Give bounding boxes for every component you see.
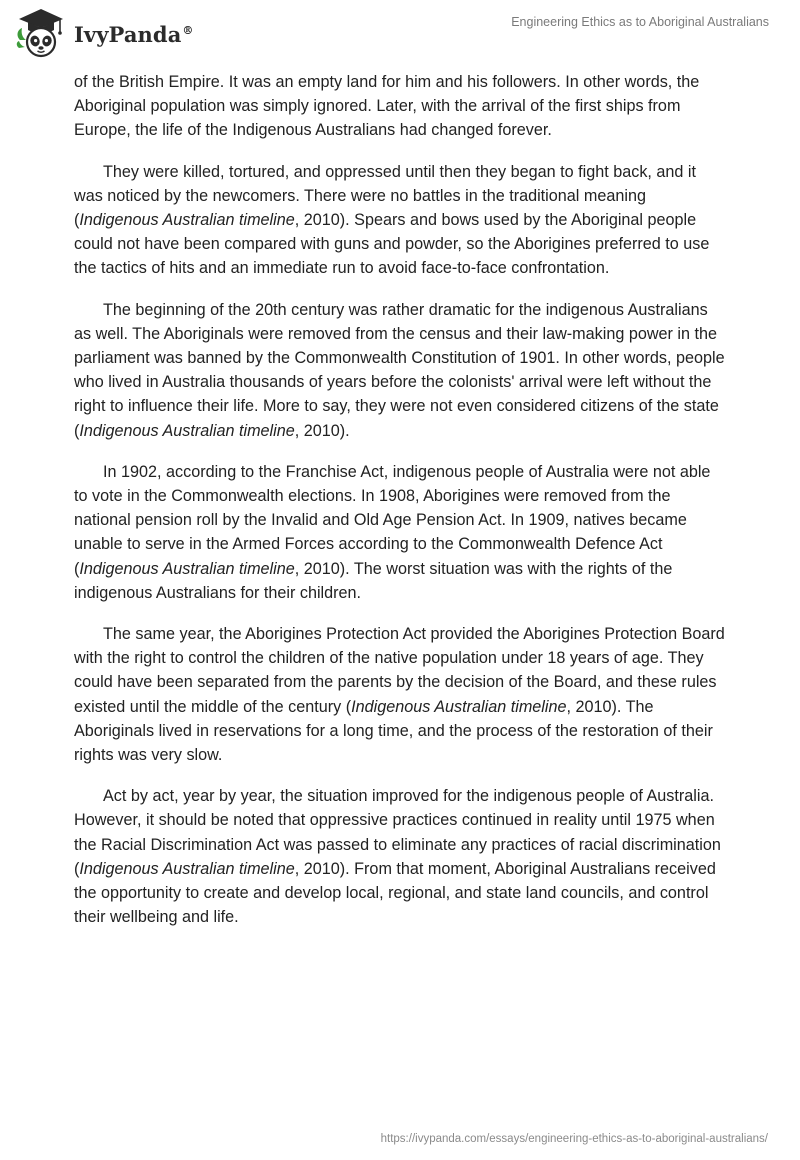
- paragraph-text: , 2010). Spears and bows used by the Aboriginal people could not have been compared with guns and powder, so the Aborigines preferred to use the tactics of hits and an immediate run to avoid face-to-face confrontation.: [74, 211, 710, 278]
- paragraph-text: , 2010). The worst situation was with the rights of the indigenous Australians for their children.: [74, 559, 673, 602]
- brand-logo[interactable]: [14, 6, 194, 60]
- panda-logo-icon: [14, 6, 68, 60]
- paragraph-text: In 1902, according to the Franchise Act, indigenous people of Australia were not able to vote in the Commonwealth elections. In 1908, Aborigines were removed from the national pension roll by the Invalid and Old Age Pension Act. In 1909, natives became unable to serve in the Armed Forces according to the Commonwealth Defence Act (: [74, 462, 711, 578]
- paragraph-text: , 2010).: [294, 421, 350, 440]
- citation-title: Indigenous Australian timeline: [351, 697, 567, 716]
- citation-title: Indigenous Australian timeline: [79, 211, 295, 230]
- paragraph-4: [74, 460, 726, 605]
- page-header: [0, 0, 800, 64]
- paragraph-text: The same year, the Aborigines Protection Act provided the Aborigines Protection Board with the right to control the children of the native population under 18 years of age. They could have been separated from the parents by the decision of the Board, and these rules existed until the middle of the century (: [74, 625, 725, 716]
- citation-title: Indigenous Australian timeline: [79, 559, 295, 578]
- paragraph-text: They were killed, tortured, and oppressed until then they began to fight back, and it was noticed by the newcomers. There were no battles in the traditional meaning (: [74, 162, 697, 230]
- source-url-link[interactable]: https://ivypanda.com/essays/engineering-ethics-as-to-aboriginal-australians/: [380, 1133, 768, 1145]
- paragraph-text: of the British Empire. It was an empty land for him and his followers. In other words, the Aboriginal population was simply ignored. Later, with the arrival of the first ships from Europe, the life of the Indigenous Australians had changed forever.: [74, 73, 700, 140]
- paragraph-2: [74, 160, 726, 281]
- document-title: Engineering Ethics as to Aboriginal Australians: [511, 15, 769, 29]
- registered-mark: ®: [182, 23, 194, 37]
- brand-name: IvyPanda®: [74, 21, 194, 47]
- paragraph-6: [74, 784, 726, 929]
- citation-title: Indigenous Australian timeline: [79, 421, 295, 440]
- citation-title: Indigenous Australian timeline: [79, 859, 295, 878]
- paragraph-5: [74, 622, 726, 767]
- paragraph-text: , 2010). The Aboriginals lived in reservations for a long time, and the process of the restoration of their rights was very slow.: [74, 697, 713, 765]
- essay-body: [74, 70, 726, 947]
- paragraph-1: [74, 70, 726, 143]
- paragraph-3: [74, 298, 726, 443]
- paragraph-text: , 2010). From that moment, Aboriginal Australians received the opportunity to create and develop local, regional, and state land councils, and control their wellbeing and life.: [74, 859, 716, 927]
- paragraph-text: Act by act, year by year, the situation improved for the indigenous people of Australia. However, it should be noted that oppressive practices continued in reality until 1975 when the Racial Discrimination Act was passed to eliminate any practices of racial discrimination (: [74, 787, 721, 878]
- paragraph-text: The beginning of the 20th century was rather dramatic for the indigenous Australians as well. The Aboriginals were removed from the census and their law-making power in the parliament was banned by the Commonwealth Constitution of 1901. In other words, people who lived in Australia thousands of years before the colonists' arrival were left without the right to influence their life. More to say, they were not even considered citizens of the state (: [74, 300, 725, 440]
